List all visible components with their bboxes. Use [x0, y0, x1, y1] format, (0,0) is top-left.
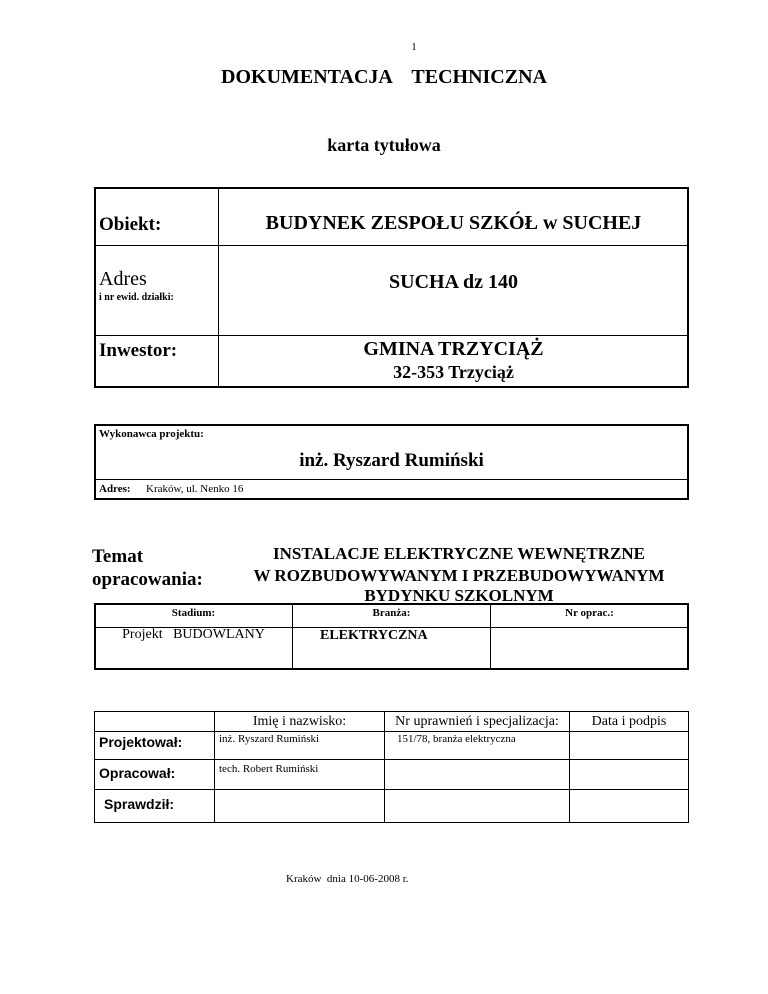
stage-value: Projekt BUDOWLANY	[122, 627, 265, 642]
footer-place-date: Kraków dnia 10-06-2008 r.	[286, 873, 409, 885]
contractor-address-value: Kraków, ul. Nenko 16	[146, 483, 244, 495]
document-subtitle: karta tytułowa	[327, 135, 441, 155]
divider	[95, 759, 688, 760]
investor-label: Inwestor:	[99, 340, 178, 361]
topic-value-line2: W ROZBUDOWYWANYM I PRZEBUDOWYWANYM	[253, 566, 665, 585]
topic-label-line1: Temat	[92, 546, 144, 567]
stage-header: Stadium:	[171, 607, 216, 619]
divider	[95, 245, 688, 246]
signature-role: Opracował:	[99, 765, 176, 781]
branch-header: Branża:	[372, 607, 411, 619]
header-date: Data i podpis	[591, 714, 667, 729]
signature-name: inż. Ryszard Rumiński	[219, 733, 320, 745]
signature-license: 151/78, branża elektryczna	[397, 733, 516, 745]
signature-role: Sprawdził:	[104, 796, 175, 812]
header-license: Nr uprawnień i specjalizacja:	[395, 714, 559, 729]
topic-label-line2: opracowania:	[92, 569, 203, 590]
address-label: Adres	[99, 268, 147, 290]
header-name: Imię i nazwisko:	[252, 714, 347, 729]
divider	[95, 479, 688, 480]
address-value: SUCHA dz 140	[389, 271, 518, 293]
investor-name: GMINA TRZYCIĄŻ	[363, 338, 544, 360]
signature-name: tech. Robert Rumiński	[219, 763, 319, 775]
divider	[95, 335, 688, 336]
object-label: Obiekt:	[99, 214, 162, 235]
signature-role: Projektował:	[99, 734, 183, 750]
topic-value-line3: BYDYNKU SZKOLNYM	[364, 586, 554, 605]
divider	[95, 789, 688, 790]
contractor-label: Wykonawca projektu:	[99, 428, 204, 440]
contractor-name: inż. Ryszard Rumiński	[299, 450, 484, 471]
divider	[95, 731, 688, 732]
contractor-address-label: Adres:	[99, 483, 131, 495]
object-value: BUDYNEK ZESPOŁU SZKÓŁ w SUCHEJ	[265, 212, 642, 234]
address-sublabel: i nr ewid. działki:	[99, 292, 174, 303]
document-title: DOKUMENTACJA TECHNICZNA	[221, 66, 547, 88]
investor-address: 32-353 Trzyciąż	[393, 362, 514, 382]
number-header: Nr oprac.:	[565, 607, 614, 619]
topic-value-line1: INSTALACJE ELEKTRYCZNE WEWNĘTRZNE	[273, 544, 645, 563]
branch-value: ELEKTRYCZNA	[320, 628, 428, 643]
page-number: 1	[411, 41, 417, 53]
